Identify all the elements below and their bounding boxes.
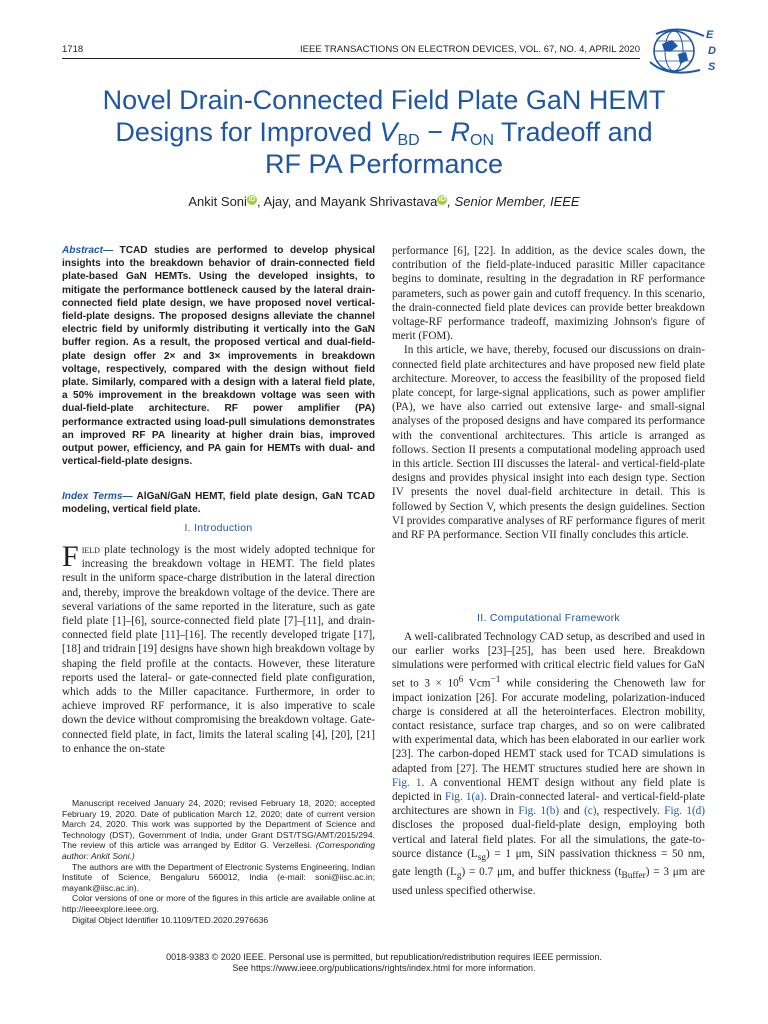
- title-line-3: RF PA Performance: [264, 149, 504, 179]
- journal-header: IEEE TRANSACTIONS ON ELECTRON DEVICES, VOL. 67, NO. 4, APRIL 2020: [299, 44, 640, 55]
- paragraph: In this article, we have, thereby, focused our discussions on drain-connected field plate architectures and have proposed new field plate architecture. Moreover, to access the feasibility of the proposed field plate concept, for large-signal applications, such as power amplifier (PA), we have also carried out extensive large- and small-signal analyses of the proposed designs and have compared its performance with the conventional architectures. This article is arranged as follows. Section II presents a computational modeling approach used in this article. Section III discusses the lateral- and vertical-field-plate designs and provides physical insight into each design type. Section IV presents the novel dual-field architecture in detail. This is followed by Section V, which presents the design guidelines. Section VI provides comparative analyses of RF performance figures of merit and RF PA performance. Section VII finally concludes this article.: [392, 344, 705, 542]
- index-terms: [62, 490, 375, 516]
- paper-title: [40, 84, 728, 180]
- drop-cap: F: [62, 540, 79, 573]
- svg-text:S: S: [708, 61, 716, 73]
- footnote-color: Color versions of one or more of the figures in this article are available online at http://ieeexplore.ieee.org.: [62, 893, 375, 914]
- figure-link[interactable]: (c): [584, 805, 597, 818]
- author-membership: , Senior Member, IEEE: [447, 194, 580, 209]
- paragraph: performance [6], [22]. In addition, as the device scales down, the contribution of the field-plate-induced parasitic Miller capacitance begins to dominate, resulting in the degradation in RF performance parameters, such as power gain and cutoff frequency. In this scenario, the drain-connected field plate devices can provide better breakdown voltage-RF performance tradeoff, maximizing Johnson's figure of merit (FOM).: [392, 245, 705, 343]
- orcid-icon[interactable]: iD: [248, 196, 256, 203]
- svg-text:E: E: [706, 29, 714, 41]
- section-heading-introduction: I. Introduction: [184, 522, 253, 534]
- copyright-line-2: See https://www.ieee.org/publications/rights/index.html for more information.: [232, 963, 536, 973]
- author-list: [40, 194, 728, 209]
- abstract-text: TCAD studies are performed to develop physical insights into the breakdown behavior of drain-connected field plate-based GaN HEMTs. Using the developed insights, to mitigate the performance bottleneck caused by the lateral drain-connected field plate design, we have proposed novel vertical-field-plate designs. The proposed designs alleviate the channel electric field by uniformly distributing it vertically into the GaN buffer region. As a result, the proposed vertical and dual-field-plate design offer 2× and 3× improvements in breakdown voltage, respectively, compared with the design without field plate. Similarly, compared with a design with a lateral field plate, a 50% improvement in the breakdown voltage was seen with dual-field-plate architecture. RF power amplifier (PA) performance extracted using load-pull simulations demonstrates an improved RF PA linearity at higher drain bias, improved output power, efficiency, and PA gain for HEMTs with dual- and vertical-field-plate designs.: [62, 245, 375, 468]
- page-number: 1718: [62, 44, 84, 55]
- index-terms-label: Index Terms—: [62, 491, 133, 502]
- abstract: [62, 244, 375, 468]
- section-heading-computational-framework: II. Computational Framework: [477, 612, 620, 624]
- orcid-icon[interactable]: iD: [438, 196, 446, 203]
- intro-continued-text: [392, 244, 705, 542]
- index-terms-text: AlGaN/GaN HEMT, field plate design, GaN TCAD modeling, vertical field plate.: [62, 491, 375, 516]
- copyright-notice: [40, 952, 728, 974]
- paragraph: A well-calibrated Technology CAD setup, as described and used in our earlier works [23]–[25], has been used here. Breakdown simulations were performed with critical electric field values for GaN set to $3 \times 10^6$ Vcm$^{-1}$ while considering the Chenoweth law for impact ionization [26]. For accurate modeling, polarization-induced charge is considered at all the heterointerfaces. Electron mobility, contact resistance, surface trap charges, and so on were calibrated with experimental data, which has been elaborated in our earlier work [23]. The carbon-doped HEMT stack used for TCAD simulations is adapted from [27]. The HEMT structures studied here are shown in Fig. 1. A conventional HEMT design without any field plate is depicted in Fig. 1(a). Drain-connected lateral- and vertical-field-plate architectures are shown in Fig. 1(b) and (c), respectively. Fig. 1(d) discloses the proposed dual-field-plate design, employing both vertical and lateral field plates. For all the simulations, the gate-to-source distance $(L_{sg}) = 1$ μm, SiN passivation thickness = 50 nm, gate length $(L_g) = 0.7$ μm, and buffer thickness $(t_{Buffer}) = 3$ μm are used unless specified otherwise.: [392, 631, 706, 897]
- computational-framework-text: [392, 630, 705, 898]
- figure-link[interactable]: Fig. 1: [392, 776, 422, 789]
- title-line-2: Designs for Improved $V_{BD} - R_{ON}$ Tradeoff and: [115, 117, 653, 149]
- footnote-doi: Digital Object Identifier 10.1109/TED.2020.2976636: [72, 914, 269, 925]
- figure-link[interactable]: Fig. 1(a): [444, 790, 484, 803]
- author-2-3: , Ajay, and Mayank Shrivastava: [256, 194, 438, 209]
- footnote-affiliation: The authors are with the Department of Electronic Systems Engineering, Indian Institute of Science, Bengaluru 560012, India (e-mail: soni@iisc.ac.in; mayank@iisc.ac.in).: [62, 861, 375, 893]
- header-rule: [62, 58, 640, 59]
- figure-link[interactable]: Fig. 1(d): [664, 805, 705, 818]
- copyright-line-1: 0018-9383 © 2020 IEEE. Personal use is permitted, but republication/redistribution requires IEEE permission.: [166, 952, 602, 962]
- footnote: [62, 798, 375, 925]
- footnote-manuscript: Manuscript received January 24, 2020; revised February 18, 2020; accepted February 19, 2020. Date of publication March 12, 2020; date of current version March 24, 2020. This work was supported by the Department of Science and Technology (DST), Government of India, under Grant DST/TSG/AMT/2015/294. The review of this article was arranged by Editor G. Verzellesi. (Corresponding author: Ankit Soni.): [62, 798, 375, 861]
- eds-globe-logo: [648, 22, 722, 80]
- figure-link[interactable]: Fig. 1(b): [518, 805, 560, 818]
- abstract-label: Abstract—: [62, 245, 114, 256]
- author-1: Ankit Soni: [188, 194, 247, 209]
- svg-text:D: D: [708, 45, 716, 57]
- title-line-1: Novel Drain-Connected Field Plate GaN HEMT: [102, 85, 666, 115]
- introduction-text: Field plate technology is the most widely adopted technique for increasing the breakdown voltage in HEMT. The field plates result in the uniform space-charge distribution in the lateral direction and, thereby, improve the breakdown voltage of the device. There are several variations of the same reported in the literature, such as gate field plate [1]–[6], source-connected field plate [7]–[11], and drain-connected field plate [11]–[16]. The recently developed trigate [17], [18] and tridrain [19] designs have shown high breakdown voltage by shaping the field profile at the contacts. However, these literature reports used the lateral- or gate-connected field plate configuration, which adds to the Miller capacitance. Furthermore, in order to achieve improved RF performance, it is also imperative to scale down the device without compromising the breakdown voltage. Gate-connected field plate, in fact, limits the lateral scaling [4], [20], [21] to enhance the on-state: [62, 540, 375, 755]
